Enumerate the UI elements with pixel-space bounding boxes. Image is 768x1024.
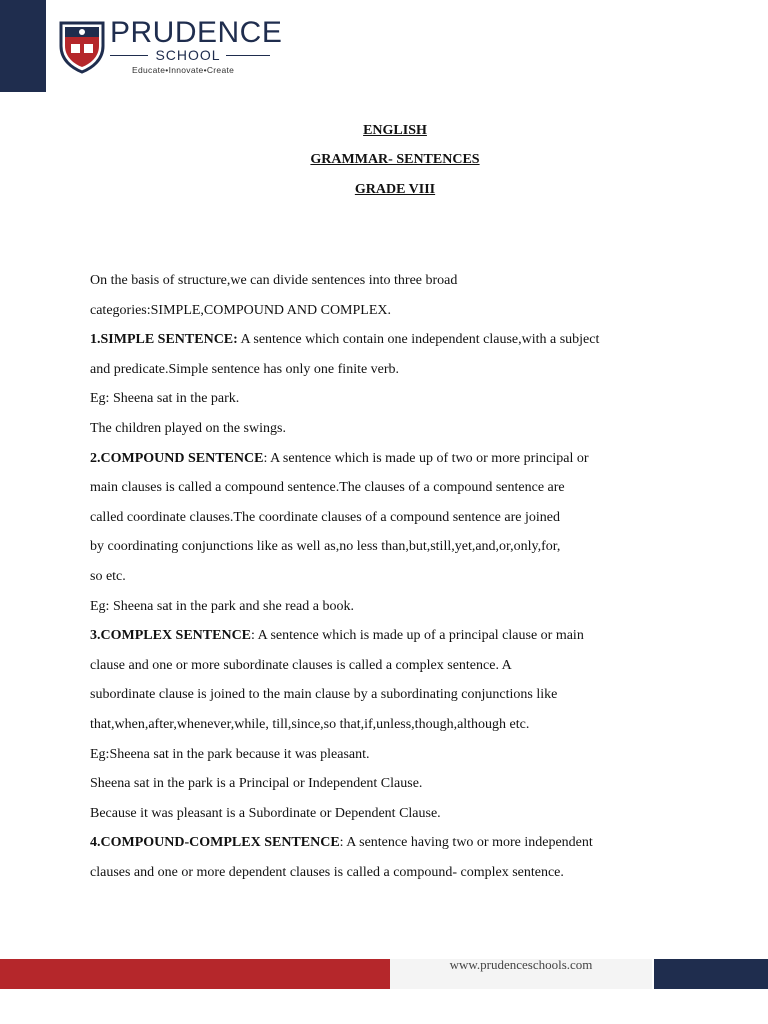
paragraph-line: so etc. [90, 568, 126, 584]
footer-website-link[interactable]: www.prudenceschools.com [449, 957, 593, 972]
topic-heading: GRAMMAR- SENTENCES [310, 152, 480, 167]
paragraph-line: subordinate clause is joined to the main clause by a subordinating conjunctions like [90, 687, 558, 703]
definition-line [90, 325, 660, 355]
brand-name: PRUDENCE [110, 16, 283, 49]
document-body [90, 266, 660, 887]
brand-rule-right [226, 55, 270, 56]
paragraph-line: clauses and one or more dependent clauses is called a compound- complex sentence. [90, 864, 564, 880]
definition-line [90, 828, 660, 858]
footer-navy-band [654, 959, 768, 989]
definition-text: : A sentence having two or more independent [339, 835, 593, 851]
definition-text: : A sentence which is made up of two or more principal or [263, 450, 589, 466]
definition-text: A sentence which contain one independent clause,with a subject [237, 332, 600, 348]
definition-line [90, 621, 660, 651]
example-line: Eg:Sheena sat in the park because it was pleasant. [90, 746, 370, 762]
example-line: Because it was pleasant is a Subordinate or Dependent Clause. [90, 805, 441, 821]
shield-crest-icon [58, 20, 106, 74]
header-navy-block [0, 0, 46, 92]
term-heading: 4.COMPOUND-COMPLEX SENTENCE [90, 835, 340, 851]
example-line: The children played on the swings. [90, 420, 286, 436]
definition-line [90, 444, 660, 474]
school-logo [58, 16, 283, 78]
example-line: Sheena sat in the park is a Principal or Independent Clause. [90, 776, 423, 792]
paragraph-line: and predicate.Simple sentence has only one finite verb. [90, 361, 400, 377]
paragraph-line: On the basis of structure,we can divide sentences into three broad [90, 273, 458, 288]
paragraph-line: main clauses is called a compound sentence.The clauses of a compound sentence are [90, 480, 565, 496]
subject-heading: ENGLISH [363, 123, 427, 138]
grade-heading: GRADE VIII [354, 182, 436, 197]
term-heading: 1.SIMPLE SENTENCE: [90, 332, 238, 348]
brand-school: SCHOOL [155, 47, 221, 63]
paragraph-line: clause and one or more subordinate clauses is called a complex sentence. A [90, 657, 512, 673]
paragraph-line: called coordinate clauses.The coordinate clauses of a compound sentence are joined [90, 509, 560, 525]
term-heading: 3.COMPLEX SENTENCE [90, 628, 252, 644]
paragraph-line: that,when,after,whenever,while, till,since,so that,if,unless,though,although etc. [90, 716, 530, 732]
footer-red-band [0, 959, 390, 989]
paragraph-line: categories:SIMPLE,COMPOUND AND COMPLEX. [90, 302, 391, 318]
brand-subtitle-row [110, 47, 270, 63]
brand-tagline: Educate•Innovate•Create [132, 65, 235, 75]
paragraph-line: by coordinating conjunctions like as well as,no less than,but,still,yet,and,or,only,for, [90, 539, 561, 555]
brand-rule-left [110, 55, 148, 56]
example-line: Eg: Sheena sat in the park and she read a book. [90, 598, 354, 614]
example-line: Eg: Sheena sat in the park. [90, 391, 240, 407]
term-heading: 2.COMPOUND SENTENCE [90, 450, 264, 466]
definition-text: : A sentence which is made up of a principal clause or main [251, 628, 584, 644]
